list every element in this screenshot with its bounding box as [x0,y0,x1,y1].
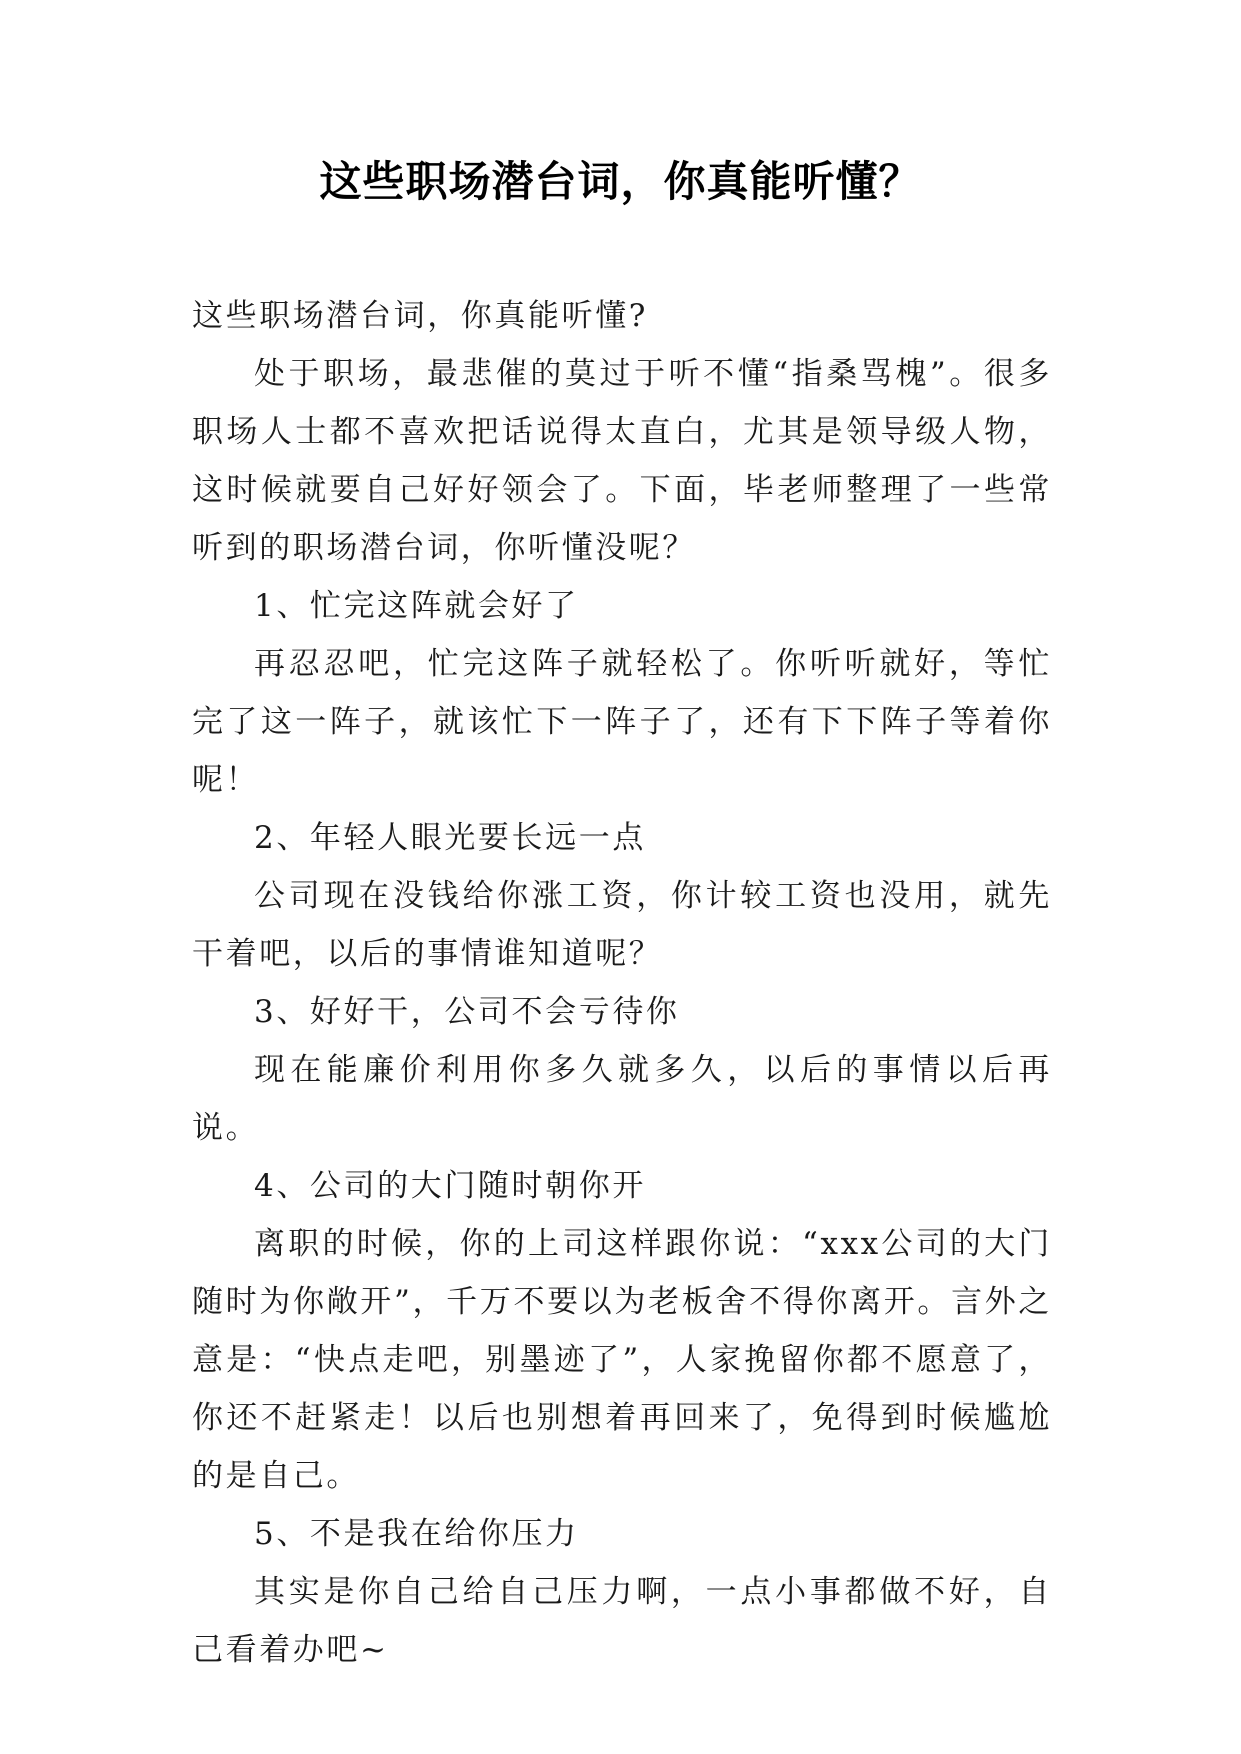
item-heading-2: 2、年轻人眼光要长远一点 [254,820,646,856]
intro-paragraph: 处于职场，最悲催的莫过于听不懂“指桑骂槐”。很多职场人士都不喜欢把话说得太直白，尤其是领导级人物，这时候就要自己好好领会了。下面，毕老师整理了一些常听到的职场潜台词，你听懂没呢？ [192,356,1052,566]
item-heading-3: 3、好好干，公司不会亏待你 [254,994,680,1030]
item-heading-1: 1、忙完这阵就会好了 [254,588,579,624]
item-body-5: 其实是你自己给自己压力啊，一点小事都做不好，自己看着办吧~ [192,1574,1052,1668]
item-body-4: 离职的时候，你的上司这样跟你说：“xxx公司的大门随时为你敞开”，千万不要以为老板舍不得你离开。言外之意是：“快点走吧，别墨迹了”，人家挽留你都不愿意了，你还不赶紧走！以后也别想着再回来了，免得到时候尴尬的是自己。 [192,1226,1052,1494]
item-body-3: 现在能廉价利用你多久就多久，以后的事情以后再说。 [192,1052,1052,1146]
item-heading-5: 5、不是我在给你压力 [254,1516,579,1552]
intro-heading: 这些职场潜台词，你真能听懂? [192,298,649,334]
item-body-2: 公司现在没钱给你涨工资，你计较工资也没用，就先干着吧，以后的事情谁知道呢？ [192,878,1052,972]
item-heading-4: 4、公司的大门随时朝你开 [254,1168,646,1204]
document-body [192,287,1052,1679]
item-body-1: 再忍忍吧，忙完这阵子就轻松了。你听听就好，等忙完了这一阵子，就该忙下一阵子了，还有下下阵子等着你呢！ [192,646,1052,798]
document-title: 这些职场潜台词，你真能听懂？ [319,157,922,206]
